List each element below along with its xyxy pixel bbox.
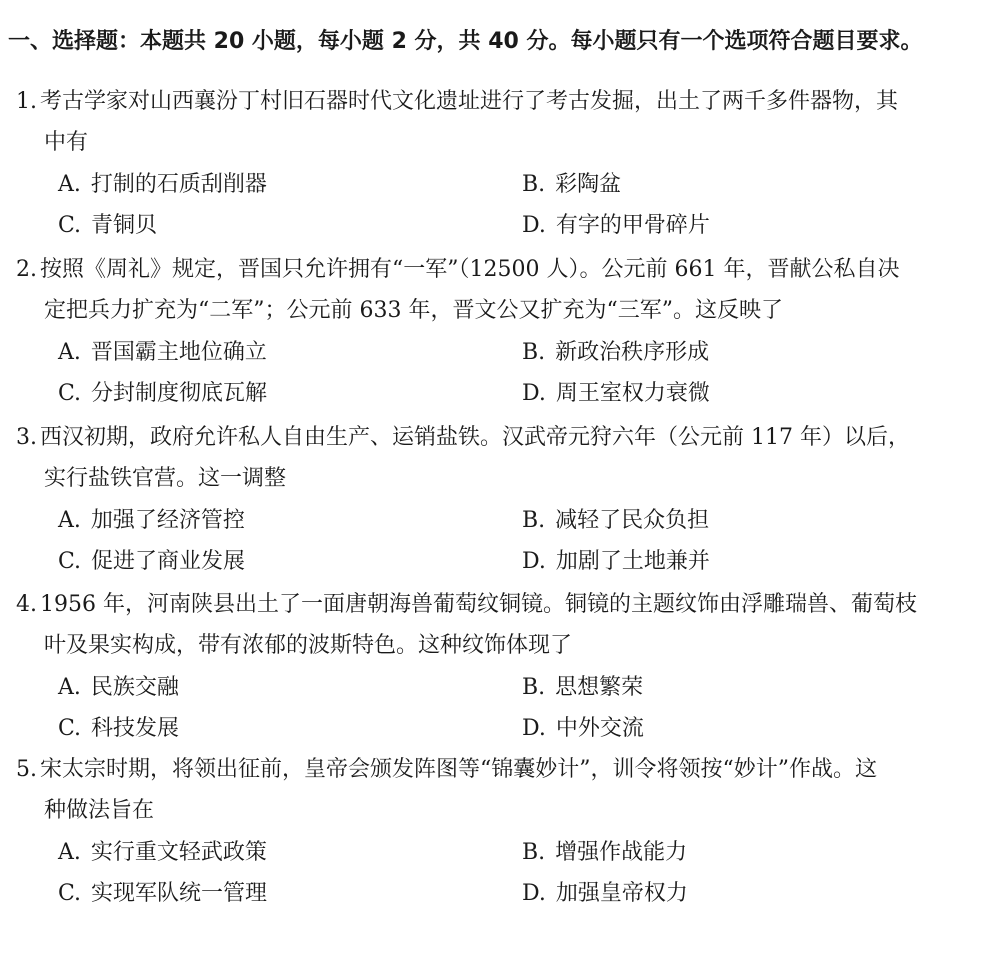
- option-c: [58, 880, 267, 908]
- option-letter: A.: [58, 675, 81, 700]
- option-text: 增强作战能力: [555, 840, 688, 865]
- option-letter: C.: [58, 716, 82, 741]
- option-text: 减轻了民众负担: [555, 508, 710, 533]
- question-stem: [8, 88, 898, 116]
- option-text: 彩陶盆: [555, 172, 622, 197]
- option-c: [58, 380, 267, 408]
- option-text: 思想繁荣: [555, 675, 644, 700]
- option-text: 加剧了土地兼并: [555, 549, 710, 574]
- option-letter: A.: [58, 508, 81, 533]
- option-letter: D.: [522, 549, 546, 574]
- option-text: 周王室权力衰微: [555, 381, 710, 406]
- option-text: 科技发展: [91, 716, 180, 741]
- question-number: 2.: [16, 257, 37, 282]
- question-text-continued: [44, 797, 154, 825]
- question-text: 定把兵力扩充为“二军”；公元前 633 年，晋文公又扩充为“三军”。这反映了: [44, 298, 783, 323]
- question-text-continued: [44, 129, 88, 157]
- option-b: [522, 171, 621, 199]
- option-d: [522, 715, 644, 743]
- option-d: [522, 212, 710, 240]
- option-letter: C.: [58, 381, 82, 406]
- section-header: 一、选择题：本题共 20 小题，每小题 2 分，共 40 分。每小题只有一个选项符合题目要求。: [8, 29, 923, 54]
- option-letter: A.: [58, 840, 81, 865]
- question-text: 宋太宗时期，将领出征前，皇帝会颁发阵图等“锦囊妙计”，训令将领按“妙计”作战。这: [40, 757, 877, 782]
- option-c: [58, 548, 245, 576]
- option-letter: B.: [522, 675, 546, 700]
- option-text: 实行重文轻武政策: [90, 840, 267, 865]
- question-number: 3.: [16, 425, 37, 450]
- option-a: [58, 674, 179, 702]
- question-stem: [8, 591, 917, 619]
- option-d: [522, 380, 710, 408]
- option-text: 打制的石质刮削器: [90, 172, 267, 197]
- option-letter: B.: [522, 340, 546, 365]
- option-c: [58, 715, 179, 743]
- option-letter: D.: [522, 716, 546, 741]
- option-letter: B.: [522, 508, 546, 533]
- question-text: 1956 年，河南陕县出土了一面唐朝海兽葡萄纹铜镜。铜镜的主题纹饰由浮雕瑞兽、葡萄枝: [40, 592, 917, 617]
- option-b: [522, 839, 687, 867]
- option-letter: C.: [58, 549, 82, 574]
- option-text: 中外交流: [555, 716, 644, 741]
- option-text: 促进了商业发展: [91, 549, 246, 574]
- option-d: [522, 548, 710, 576]
- question-text-continued: [44, 465, 286, 493]
- question-number: 5.: [16, 757, 37, 782]
- option-text: 分封制度彻底瓦解: [91, 381, 268, 406]
- option-text: 新政治秩序形成: [555, 340, 710, 365]
- option-letter: A.: [58, 172, 81, 197]
- option-text: 有字的甲骨碎片: [555, 213, 710, 238]
- question-text: 中有: [44, 130, 89, 155]
- question-text: 西汉初期，政府允许私人自由生产、运销盐铁。汉武帝元狩六年（公元前 117 年）以后，: [40, 425, 910, 450]
- question-stem: [8, 256, 899, 284]
- option-b: [522, 674, 643, 702]
- question-text: 按照《周礼》规定，晋国只允许拥有“一军”（12500 人）。公元前 661 年，晋献公私自决: [40, 257, 900, 282]
- question-text: 考古学家对山西襄汾丁村旧石器时代文化遗址进行了考古发掘，出土了两千多件器物，其: [40, 89, 899, 114]
- option-a: [58, 839, 267, 867]
- question-text: 种做法旨在: [44, 798, 155, 823]
- option-text: 加强皇帝权力: [555, 881, 688, 906]
- option-text: 晋国霸主地位确立: [90, 340, 267, 365]
- option-letter: D.: [522, 381, 546, 406]
- option-letter: D.: [522, 881, 546, 906]
- question-number: 1.: [16, 89, 37, 114]
- option-d: [522, 880, 688, 908]
- question-stem: [8, 756, 877, 784]
- question-text: 叶及果实构成，带有浓郁的波斯特色。这种纹饰体现了: [44, 633, 573, 658]
- question-number: 4.: [16, 592, 37, 617]
- option-letter: C.: [58, 881, 82, 906]
- option-letter: C.: [58, 213, 82, 238]
- option-text: 民族交融: [90, 675, 179, 700]
- option-b: [522, 507, 709, 535]
- question-stem: [8, 424, 910, 452]
- question-text: 实行盐铁官营。这一调整: [44, 466, 287, 491]
- option-text: 加强了经济管控: [90, 508, 245, 533]
- option-letter: B.: [522, 172, 546, 197]
- option-letter: A.: [58, 340, 81, 365]
- option-letter: B.: [522, 840, 546, 865]
- option-letter: D.: [522, 213, 546, 238]
- option-c: [58, 212, 157, 240]
- option-text: 实现军队统一管理: [91, 881, 268, 906]
- question-text-continued: [44, 297, 783, 325]
- option-a: [58, 171, 267, 199]
- option-a: [58, 507, 245, 535]
- option-a: [58, 339, 267, 367]
- question-text-continued: [44, 632, 572, 660]
- option-b: [522, 339, 709, 367]
- option-text: 青铜贝: [91, 213, 158, 238]
